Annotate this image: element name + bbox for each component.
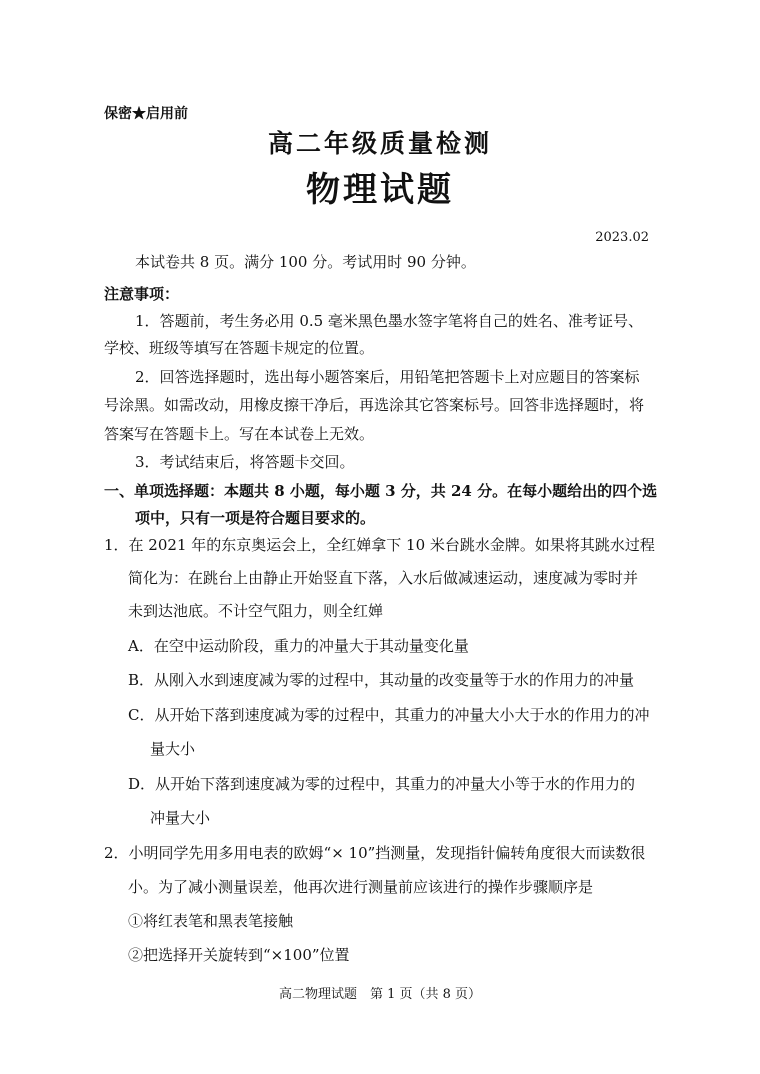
secret-mark: 保密★启用前	[104, 106, 188, 122]
intro-text: 本试卷共 8 页。满分 100 分。考试用时 90 分钟。	[135, 253, 476, 271]
question-stem: 未到达池底。不计空气阻力，则全红婵	[128, 602, 384, 620]
exam-title: 高二年级质量检测	[267, 129, 492, 158]
exam-date: 2023.02	[595, 230, 649, 245]
note-line: 1．答题前，考生务必用 0.5 毫米黑色墨水签字笔将自己的姓名、准考证号、	[135, 312, 643, 330]
section-line: 一、单项选择题：本题共 8 小题，每小题 3 分，共 24 分。在每小题给出的四个选	[104, 482, 658, 500]
question-stem: 小。为了减小测量误差，他再次进行测量前应该进行的操作步骤顺序是	[128, 878, 594, 896]
note-line: 学校、班级等填写在答题卡规定的位置。	[104, 339, 375, 357]
option-d: D．从开始下落到速度减为零的过程中，其重力的冲量大小等于水的作用力的	[128, 775, 636, 793]
page-footer: 高二物理试题 第 1 页（共 8 页）	[278, 987, 482, 1002]
option-c-continued: 量大小	[150, 740, 196, 758]
question-stem: 简化为：在跳台上由静止开始竖直下落，入水后做减速运动，速度减为零时并	[128, 569, 639, 587]
option-d-continued: 冲量大小	[150, 809, 211, 827]
note-line: 答案写在答题卡上。写在本试卷上无效。	[104, 425, 375, 443]
step-1: ①将红表笔和黑表笔接触	[128, 912, 294, 930]
note-item-3: 3．考试结束后，将答题卡交回。	[135, 453, 355, 471]
question-stem: 1．在 2021 年的东京奥运会上，全红婵拿下 10 米台跳水金牌。如果将其跳水过程	[104, 536, 655, 554]
subject-title: 物理试题	[306, 170, 454, 210]
option-c: C．从开始下落到速度减为零的过程中，其重力的冲量大小大于水的作用力的冲	[128, 706, 650, 724]
question-stem: 2．小明同学先用多用电表的欧姆“× 10”挡测量，发现指针偏转角度很大而读数很	[104, 844, 646, 862]
option-b: B．从刚入水到速度减为零的过程中，其动量的改变量等于水的作用力的冲量	[128, 671, 635, 689]
note-line: 号涂黑。如需改动，用橡皮擦干净后，再选涂其它答案标号。回答非选择题时，将	[104, 396, 645, 414]
note-line: 2．回答选择题时，选出每小题答案后，用铅笔把答题卡上对应题目的答案标	[135, 368, 640, 386]
notes-heading: 注意事项：	[104, 285, 180, 303]
section-line: 项中，只有一项是符合题目要求的。	[135, 509, 376, 527]
step-2: ②把选择开关旋转到“×100”位置	[128, 946, 350, 964]
option-a: A．在空中运动阶段，重力的冲量大于其动量变化量	[128, 637, 469, 655]
